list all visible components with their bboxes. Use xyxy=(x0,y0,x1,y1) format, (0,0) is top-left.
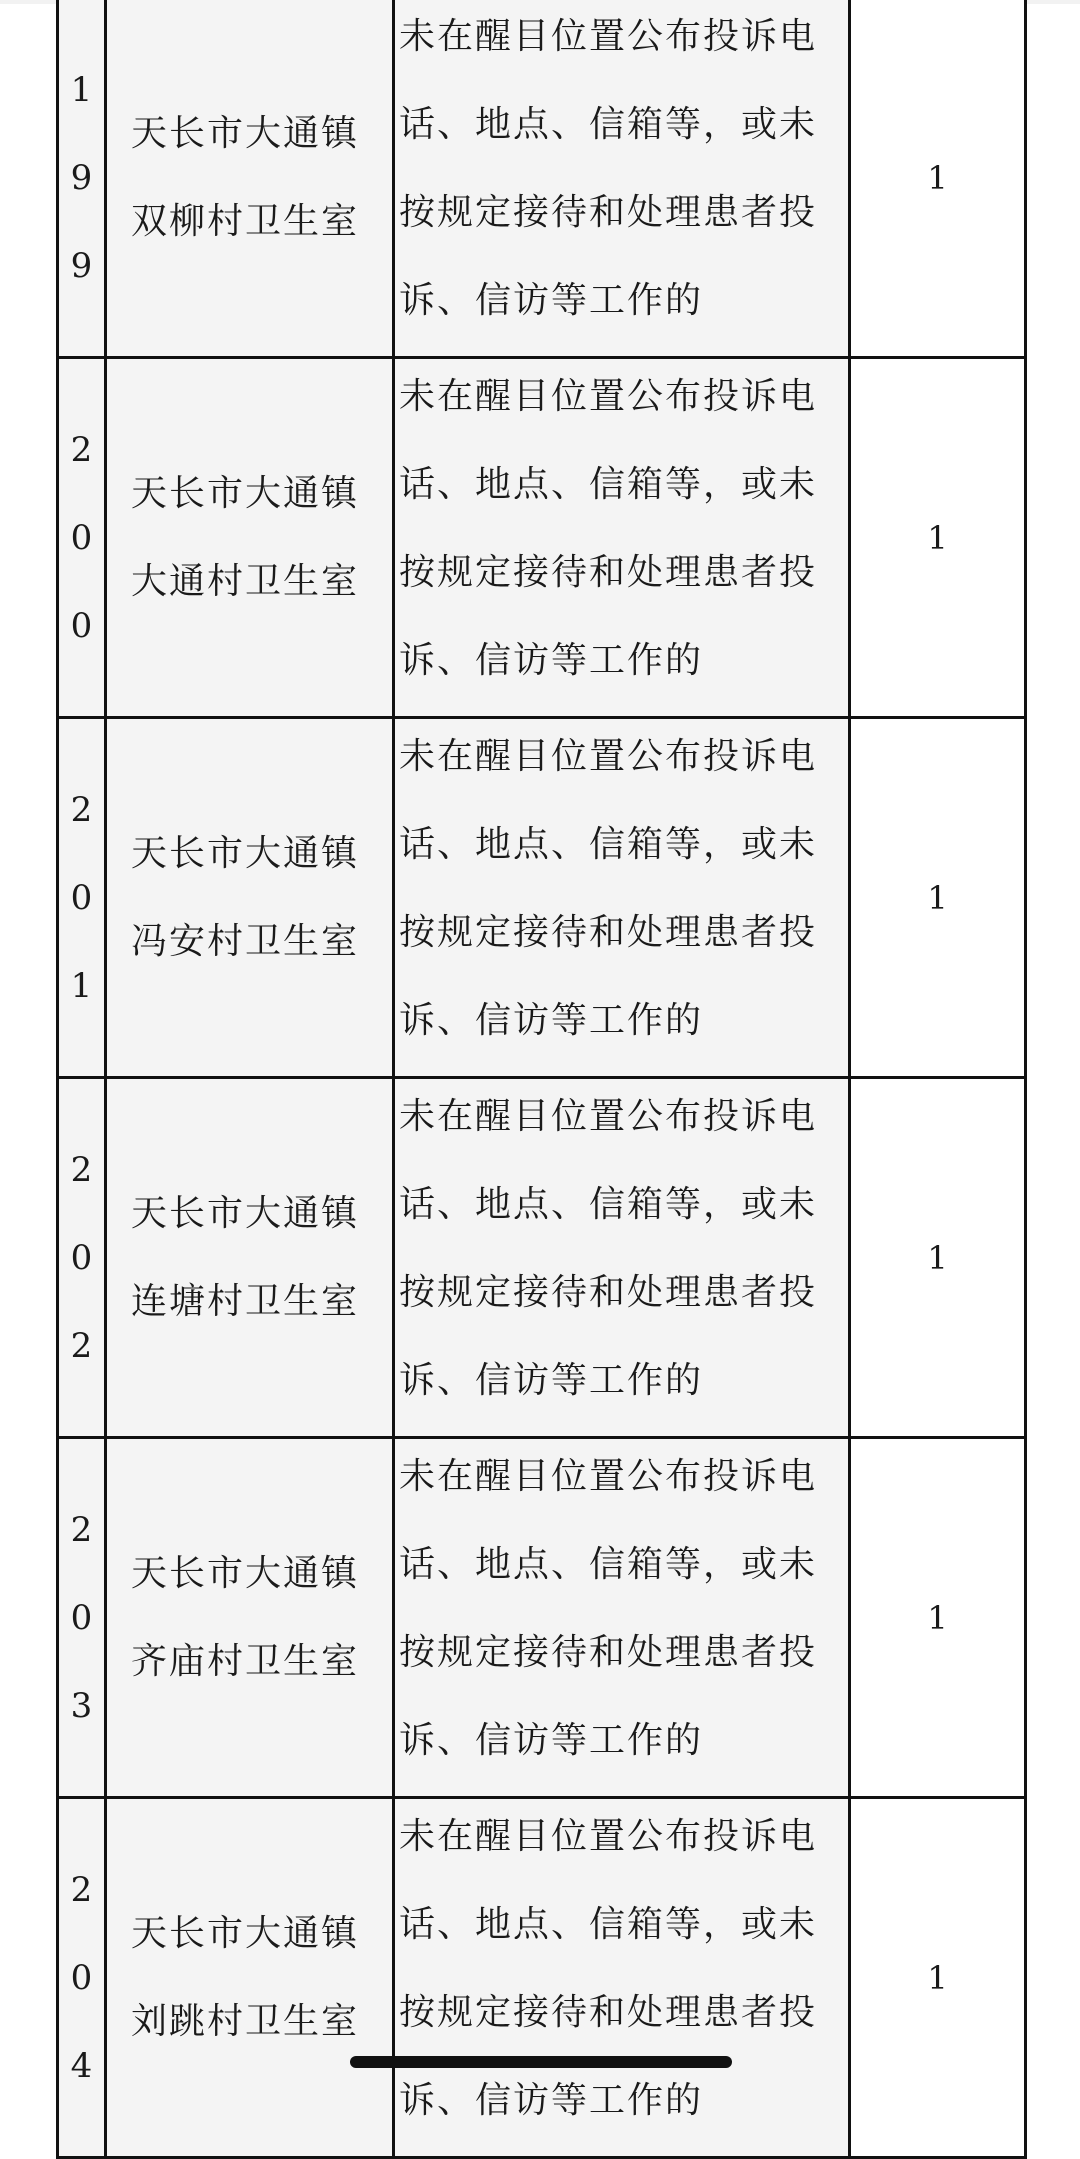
violation-description: 未在醒目位置公布投诉电话、地点、信箱等，或未按规定接待和处理患者投诉、信访等工作的 xyxy=(394,358,850,718)
table-row xyxy=(58,0,1026,358)
violation-description: 未在醒目位置公布投诉电话、地点、信箱等，或未按规定接待和处理患者投诉、信访等工作的 xyxy=(394,718,850,1078)
penalty-table xyxy=(56,0,1027,2159)
table-row xyxy=(58,718,1026,1078)
row-index: 2 0 4 xyxy=(58,1798,106,2158)
clinic-name: 天长市大通镇 刘跳村卫生室 xyxy=(106,1798,394,2158)
violation-count: 1 xyxy=(850,1438,1026,1798)
violation-description: 未在醒目位置公布投诉电话、地点、信箱等，或未按规定接待和处理患者投诉、信访等工作的 xyxy=(394,1798,850,2158)
clinic-name: 天长市大通镇 连塘村卫生室 xyxy=(106,1078,394,1438)
violation-count: 1 xyxy=(850,1078,1026,1438)
clinic-name: 天长市大通镇 齐庙村卫生室 xyxy=(106,1438,394,1798)
row-index: 2 0 0 xyxy=(58,358,106,718)
violation-description: 未在醒目位置公布投诉电话、地点、信箱等，或未按规定接待和处理患者投诉、信访等工作的 xyxy=(394,0,850,358)
clinic-name: 天长市大通镇 大通村卫生室 xyxy=(106,358,394,718)
clinic-name: 天长市大通镇 冯安村卫生室 xyxy=(106,718,394,1078)
row-index: 2 0 2 xyxy=(58,1078,106,1438)
violation-count: 1 xyxy=(850,718,1026,1078)
clinic-name: 天长市大通镇 双柳村卫生室 xyxy=(106,0,394,358)
violation-description: 未在醒目位置公布投诉电话、地点、信箱等，或未按规定接待和处理患者投诉、信访等工作的 xyxy=(394,1078,850,1438)
violation-count: 1 xyxy=(850,1798,1026,2158)
violation-count: 1 xyxy=(850,0,1026,358)
violation-description: 未在醒目位置公布投诉电话、地点、信箱等，或未按规定接待和处理患者投诉、信访等工作的 xyxy=(394,1438,850,1798)
row-index: 1 9 9 xyxy=(58,0,106,358)
row-index: 2 0 3 xyxy=(58,1438,106,1798)
row-index: 2 0 1 xyxy=(58,718,106,1078)
table-row xyxy=(58,358,1026,718)
table-row xyxy=(58,1078,1026,1438)
table-row xyxy=(58,1798,1026,2158)
violation-count: 1 xyxy=(850,358,1026,718)
table-row xyxy=(58,1438,1026,1798)
home-indicator-bar[interactable] xyxy=(350,2056,732,2068)
